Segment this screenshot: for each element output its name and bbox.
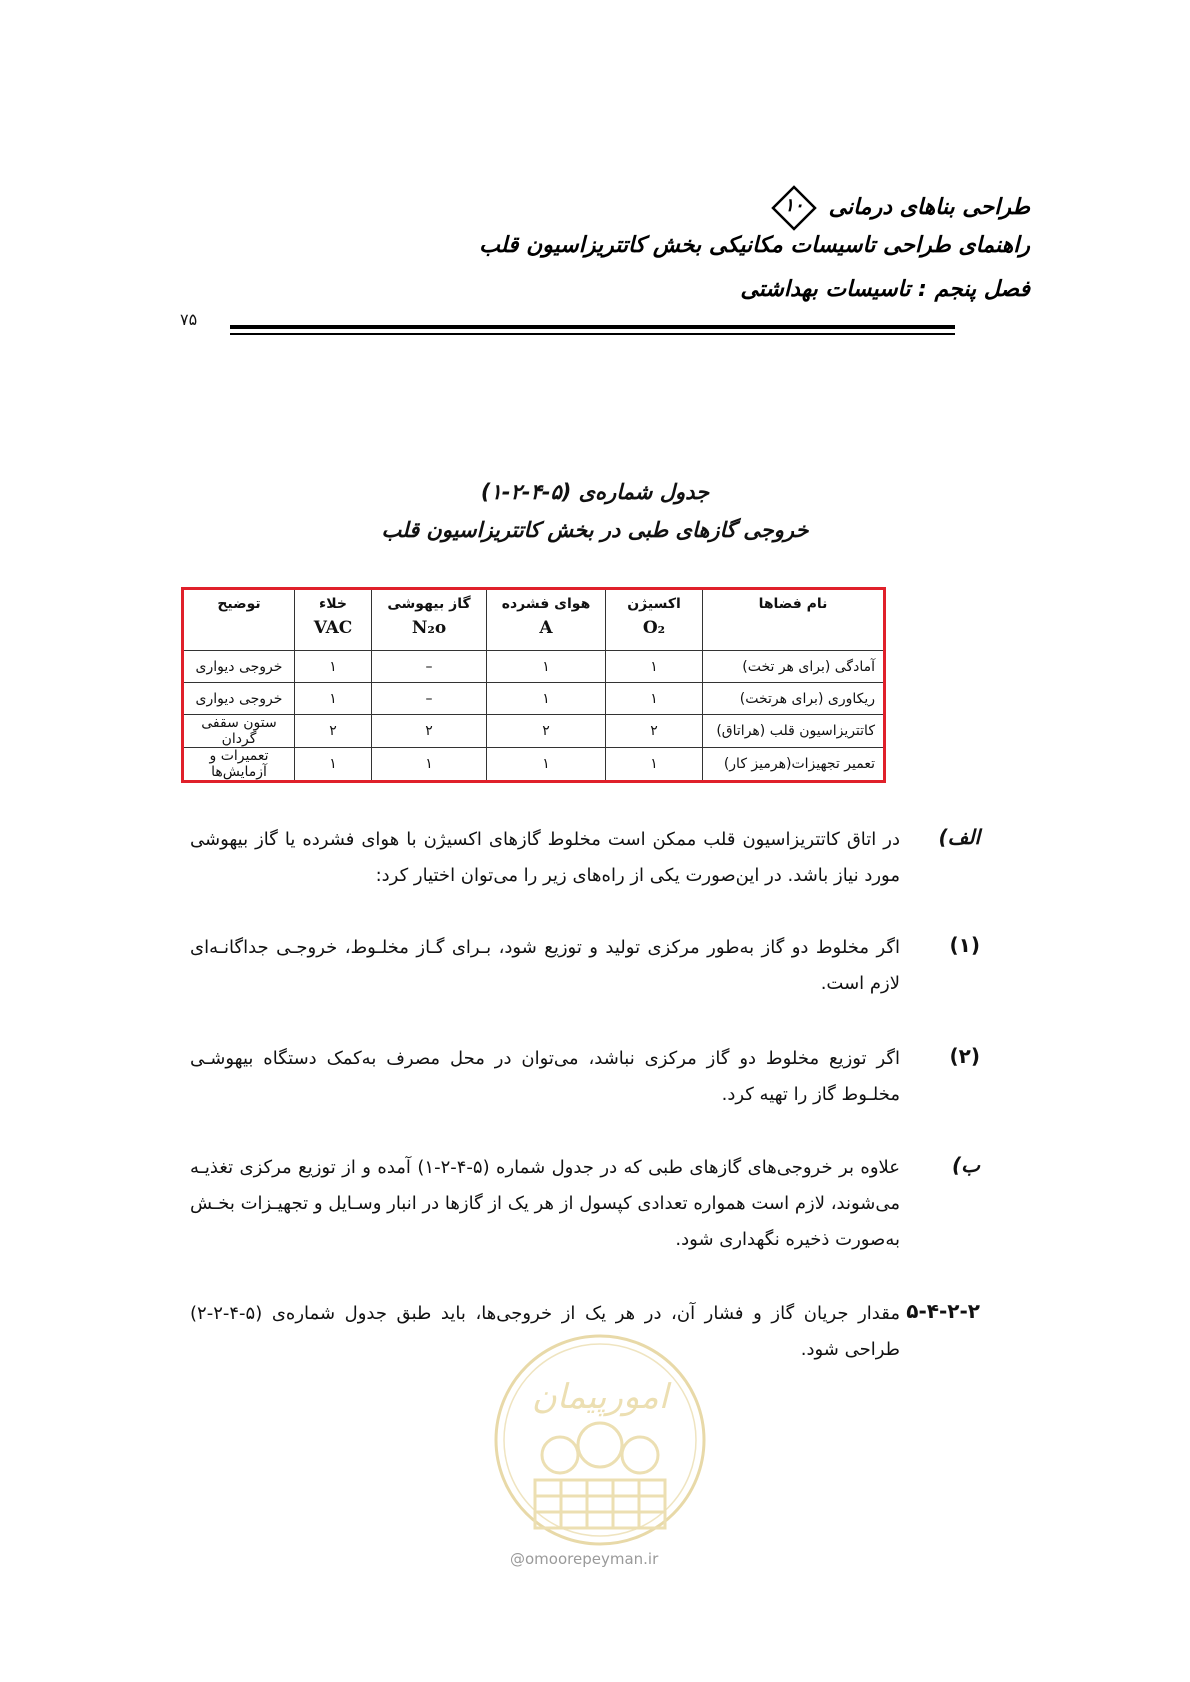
header-rule-thin <box>230 333 955 335</box>
item-2-text: اگر توزیع مخلوط دو گاز مرکزی نباشد، می‌توان در محل مصرف به‌کمک دستگاه بیهوشـی مخلـوط گاز را تهیه کرد. <box>190 1048 900 1105</box>
section-5422-text: مقدار جریان گاز و فشار آن، در هر یک از خروجی‌ها، باید طبق جدول شماره‌ی (۵-۴-۲-۲) طراحی شود. <box>190 1303 900 1360</box>
header-rule-thick <box>230 325 955 329</box>
table-row: آمادگی (برای هر تخت) ۱ ۱ – ۱ خروجی دیواری <box>183 651 885 683</box>
table-caption-number: جدول شماره‌ی (۵-۴-۲-۱) <box>480 480 710 504</box>
svg-text:امورپیمان: امورپیمان <box>531 1377 669 1417</box>
table-header-row <box>183 589 885 651</box>
col-header-anesthetic-gas: گاز بیهوشی N₂o <box>372 589 487 651</box>
header-title: طراحی بناهای درمانی <box>828 195 1030 220</box>
section-alef-marker: الف) <box>938 825 980 849</box>
table-caption-title: خروجی گازهای طبی در بخش کاتتریزاسیون قلب <box>381 518 809 542</box>
item-2-marker: (۲) <box>949 1044 980 1068</box>
header-line-1 <box>771 185 1030 231</box>
header-line-3: فصل پنجم : تاسیسات بهداشتی <box>740 277 1030 302</box>
chapter-number: ۱۰ <box>784 195 804 216</box>
header-line-2: راهنمای طراحی تاسیسات مکانیکی بخش کاتتریزاسیون قلب <box>479 233 1030 258</box>
section-number-marker: ۵-۴-۲-۲ <box>906 1299 980 1323</box>
section-be-text: علاوه بر خروجی‌های گازهای طبی که در جدول شماره (۵-۴-۲-۱) آمده و از توزیع مرکزی تغذیـه می‌شوند، لازم است همواره تعدادی کپسول از هر یک از گازها در انبار وسـایل و تجهیـزات بخـش به‌صورت ذخیره نگهداری شود. <box>190 1157 901 1250</box>
table-row: ریکاوری (برای هرتخت) ۱ ۱ – ۱ خروجی دیواری <box>183 683 885 715</box>
section-be-marker: ب) <box>952 1153 980 1177</box>
col-header-description: توضیح <box>183 589 295 651</box>
watermark-logo <box>490 1330 710 1550</box>
item-1-text: اگر مخلوط دو گاز به‌طور مرکزی تولید و توزیع شود، بـرای گـاز مخلـوط، خروجـی جداگانـه‌ای لازم است. <box>190 937 900 994</box>
col-header-oxygen: اکسیژن O₂ <box>606 589 703 651</box>
watermark-url: @omoorepeyman.ir <box>510 1550 659 1568</box>
col-header-space: نام فضاها <box>703 589 885 651</box>
page-number: ۷۵ <box>180 310 198 329</box>
item-1-marker: (۱) <box>949 933 980 957</box>
col-header-compressed-air: هوای فشرده A <box>487 589 606 651</box>
col-header-vacuum: خلاء VAC <box>295 589 372 651</box>
table-row: تعمیر تجهیزات(هرمیز کار) ۱ ۱ ۱ ۱ تعمیرات و آزمایش‌ها <box>183 748 885 782</box>
table-row: کاتتریزاسیون قلب (هراتاق) ۲ ۲ ۲ ۲ ستون سقفی گردان <box>183 715 885 748</box>
section-alef-text: در اتاق کاتتریزاسیون قلب ممکن است مخلوط گازهای اکسیژن با هوای فشرده یا گاز بیهوشی مورد نیاز باشد. در این‌صورت یکی از راه‌های زیر را می‌توان اختیار کرد: <box>190 829 900 886</box>
medical-gas-table <box>181 587 886 783</box>
chapter-badge <box>771 185 817 231</box>
